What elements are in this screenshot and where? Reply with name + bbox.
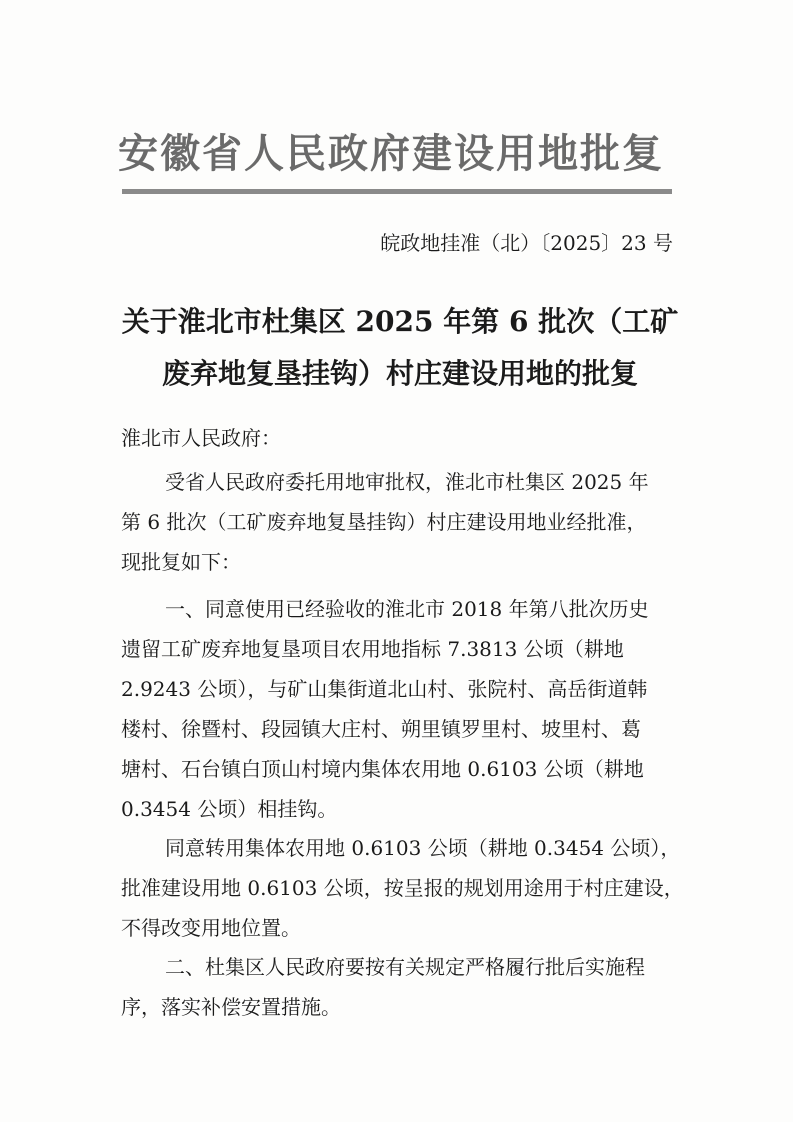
paragraph-line: 受省人民政府委托用地审批权，淮北市杜集区 2025 年 (165, 470, 649, 494)
paragraph-line: 0.3454 公顷）相挂钩。 (121, 797, 338, 821)
paragraph-line: 不得改变用地位置。 (121, 916, 301, 940)
paragraph-line: 遗留工矿废弃地复垦项目农用地指标 7.3813 公顷（耕地 (121, 637, 624, 661)
paragraph-item-two (121, 947, 681, 1027)
paragraph-line: 现批复如下： (121, 550, 241, 574)
issuer-header-title: 安徽省人民政府建设用地批复 (118, 130, 664, 177)
document-title-line: 废弃地复垦挂钩）村庄建设用地的批复 (161, 357, 638, 390)
addressee: 淮北市人民政府： (121, 426, 281, 450)
paragraph-line: 2.9243 公顷），与矿山集街道北山村、张院村、高岳街道韩 (121, 677, 648, 701)
document-number: 皖政地挂准（北）〔2025〕23 号 (380, 231, 673, 255)
paragraph-item-one (121, 589, 681, 829)
paragraph-line: 塘村、石台镇白顶山村境内集体农用地 0.6103 公顷（耕地 (121, 757, 644, 781)
paragraph-conversion (121, 828, 684, 948)
header-divider (122, 189, 672, 194)
paragraph-line: 同意转用集体农用地 0.6103 公顷（耕地 0.3454 公顷）， (165, 836, 681, 860)
paragraph-line: 一、同意使用已经验收的淮北市 2018 年第八批次历史 (165, 597, 649, 621)
paragraph-line: 第 6 批次（工矿废弃地复垦挂钩）村庄建设用地业经批准， (121, 510, 647, 534)
document-title (120, 296, 680, 400)
paragraph-line: 批准建设用地 0.6103 公顷，按呈报的规划用途用于村庄建设， (121, 876, 684, 900)
document-title-line: 关于淮北市杜集区 2025 年第 6 批次（工矿 (121, 305, 679, 338)
paragraph-line: 序，落实补偿安置措施。 (121, 995, 341, 1019)
paragraph-line: 楼村、徐暨村、段园镇大庄村、朔里镇罗里村、坡里村、葛 (121, 717, 641, 741)
paragraph-intro (121, 462, 681, 582)
paragraph-line: 二、杜集区人民政府要按有关规定严格履行批后实施程 (165, 955, 645, 979)
